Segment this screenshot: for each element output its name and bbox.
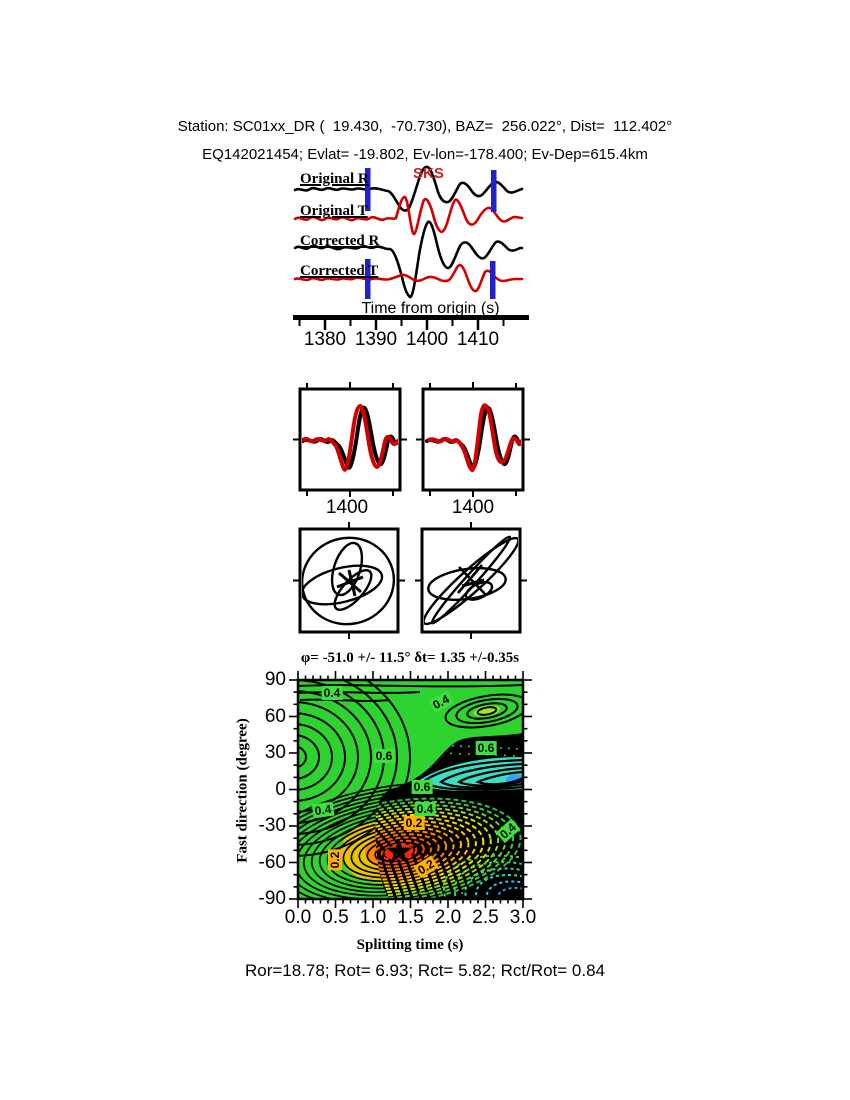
contour-label: 0.4 — [313, 801, 333, 819]
ytick-60: 60 — [264, 705, 286, 727]
trace-label-corrected-r: Corrected R — [300, 233, 380, 249]
time-tick-1380: 1380 — [303, 329, 347, 350]
xtick-0.0: 0.0 — [284, 907, 312, 928]
contour-label: 0.2 — [405, 816, 423, 830]
ytick-90: 90 — [264, 669, 286, 690]
component-box-original — [300, 389, 400, 490]
contour-label: 0.4 — [430, 691, 452, 713]
xtick-2.5: 2.5 — [472, 907, 499, 928]
contour-label: 0.2 — [328, 851, 342, 869]
phase-label-sks: SKS — [413, 165, 444, 182]
contour-label: 0.2 — [415, 856, 437, 878]
component-box-right-tick-label: 1400 — [451, 497, 495, 518]
results-stats-line: Ror=18.78; Rot= 6.93; Rct= 5.82; Rct/Rot= 0.84 — [244, 961, 606, 980]
contour-ylabel: Fast direction (degree) — [234, 718, 251, 863]
trace-label-original-t: Original T — [300, 203, 368, 219]
contour-xlabel: Splitting time (s) — [356, 937, 464, 953]
ytick-30: 30 — [264, 742, 286, 763]
contour-label: 0.6 — [477, 741, 495, 755]
ytick-m90: -90 — [258, 888, 286, 909]
time-tick-1390: 1390 — [354, 329, 398, 350]
xtick-2.0: 2.0 — [434, 907, 462, 928]
contour-label: 0.6 — [413, 780, 431, 794]
component-box-corrected — [423, 389, 523, 490]
component-box-left-tick-label: 1400 — [325, 497, 369, 518]
trace-label-original-r: Original R — [300, 171, 369, 187]
particle-motion-corrected — [417, 529, 525, 632]
ytick-0: 0 — [275, 778, 286, 800]
xtick-3.0: 3.0 — [509, 907, 537, 928]
contour-title: φ= -51.0 +/- 11.5° δt= 1.35 +/-0.35s — [300, 650, 520, 666]
xtick-0.5: 0.5 — [322, 907, 349, 928]
time-tick-1410: 1410 — [456, 329, 500, 350]
contour-label: 0.6 — [375, 749, 393, 763]
time-tick-1400: 1400 — [405, 329, 449, 350]
contour-label: 0.4 — [323, 686, 341, 700]
header-line-1: Station: SC01xx_DR ( 19.430, -70.730), BAZ= 256.022°, Dist= 112.402° — [177, 118, 673, 135]
header-line-2: EQ142021454; Evlat= -19.802, Ev-lon=-178.400; Ev-Dep=615.4km — [202, 146, 648, 163]
contour-label: 0.4 — [416, 802, 434, 816]
xtick-1.5: 1.5 — [397, 907, 424, 928]
trace-label-corrected-t: Corrected T — [300, 263, 379, 279]
particle-motion-original — [294, 529, 402, 633]
xtick-1.0: 1.0 — [359, 907, 387, 928]
contour-label: 0.4 — [497, 820, 519, 842]
ytick-m30: -30 — [258, 815, 286, 836]
ytick-m60: -60 — [258, 851, 286, 873]
time-axis-label: Time from origin (s) — [361, 300, 500, 317]
